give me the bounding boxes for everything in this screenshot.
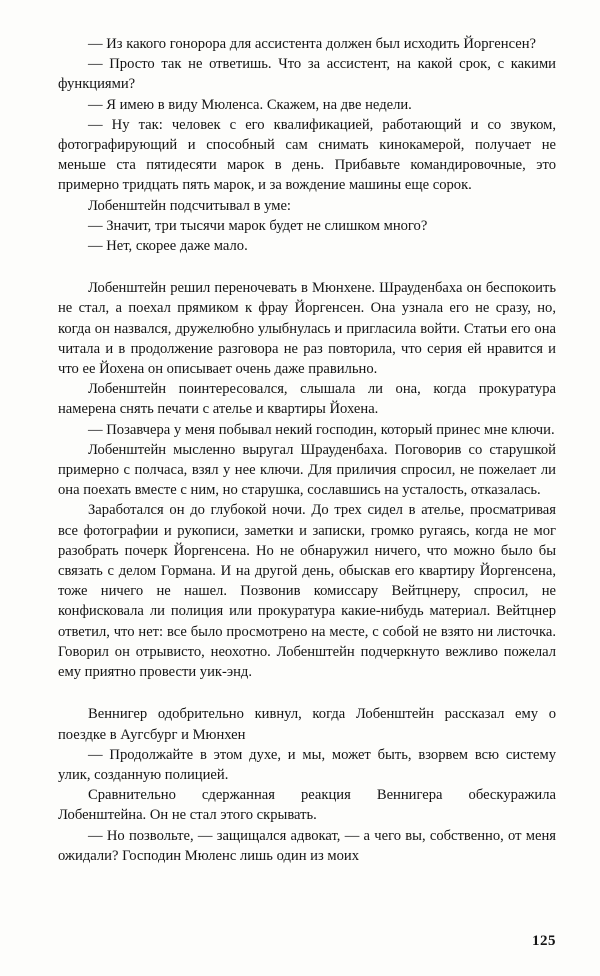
- section-break: [58, 682, 556, 704]
- paragraph: — Позавчера у меня побывал некий господин, который принес мне ключи.: [88, 421, 555, 438]
- paragraph: Сравнительно сдержанная реакция Веннигера обескуражила Лобенштейна. Он не стал этого скрывать.: [58, 787, 556, 824]
- paragraph: — Значит, три тысячи марок будет не слишком много?: [88, 217, 428, 234]
- text-block-3: [58, 704, 556, 866]
- text-block-1: [58, 34, 556, 256]
- paragraph: Лобенштейн мысленно выругал Шрауденбаха. Поговорив со старушкой примерно с полчаса, взял у нее ключи. Для приличия спросил, не пожелает ли она поехать вместе с ним, но старушка, сославшись на усталость, отказалась.: [58, 441, 556, 499]
- paragraph: — Просто так не ответишь. Что за ассистент, на какой срок, с какими функциями?: [58, 56, 556, 93]
- paragraph: Лобенштейн подсчитывал в уме:: [88, 197, 291, 214]
- paragraph: — Но позвольте, — защищался адвокат, — а чего вы, собственно, от меня ожидали? Господин Мюленс лишь один из моих: [58, 827, 556, 864]
- paragraph: — Я имею в виду Мюленса. Скажем, на две недели.: [88, 96, 412, 113]
- paragraph: — Продолжайте в этом духе, и мы, может быть, взорвем всю систему улик, созданную полицией.: [58, 746, 556, 783]
- paragraph: Лобенштейн поинтересовался, слышала ли она, когда прокуратура намерена снять печати с ателье и квартиры Йохена.: [58, 381, 556, 418]
- section-break: [58, 256, 556, 278]
- paragraph: Лобенштейн решил переночевать в Мюнхене. Шрауденбаха он беспокоить не стал, а поехал прямиком к фрау Йоргенсен. Она узнала его не сразу, но, когда он назвался, дружелюбно улыбнулась и пригласила войти. Статьи его она читала и в продолжение разговора не раз повторила, что серия ей нравится и что ее Йохена он описывает очень даже правильно.: [58, 280, 556, 378]
- paragraph: — Ну так: человек с его квалификацией, работающий и со звуком, фотографирующий и способный сам снимать кинокамерой, получает не меньше ста пятидесяти марок в день. Прибавьте командировочные, это примерно тридцать пять марок, и за вождение машины еще сорок.: [58, 116, 556, 194]
- paragraph: Заработался он до глубокой ночи. До трех сидел в ателье, просматривая все фотографии и рукописи, заметки и записки, громко ругаясь, когда не мог разобрать почерк Йоргенсена. Но не обнаружил ничего, что можно было бы связать с делом Гормана. И на другой день, обыскав его квартиру Йоргенсена, тоже ничего не нашел. Позвонив комиссару Вейтцнеру, спросил, не конфисковала ли полиция или прокуратура какие-нибудь материал. Вейтцнер ответил, что нет: все было просмотрено на месте, с собой не взято ни листочка. Говорил он отрывисто, неохотно. Лобенштейн подчеркнуто вежливо пожелал ему приятно провести уик-энд.: [58, 502, 556, 681]
- paragraph: Веннигер одобрительно кивнул, когда Лобенштейн рассказал ему о поездке в Аугсбург и Мюнхен: [58, 706, 556, 743]
- paragraph: — Из какого гонорора для ассистента должен был исходить Йоргенсен?: [88, 36, 536, 52]
- page-text-body: [58, 34, 556, 866]
- page-number: 125: [532, 933, 556, 949]
- paragraph: — Нет, скорее даже мало.: [88, 238, 248, 255]
- text-block-2: [58, 278, 556, 682]
